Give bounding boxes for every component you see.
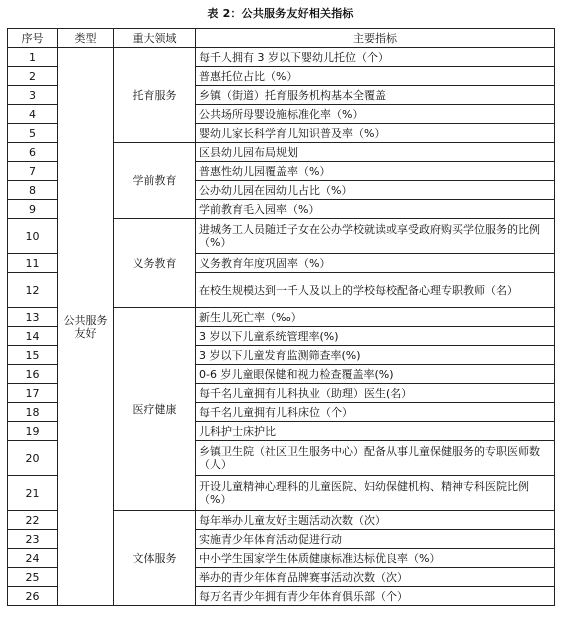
row-number: 6 (8, 143, 58, 162)
row-number: 23 (8, 530, 58, 549)
indicator-cell: 每千人拥有 3 岁以下婴幼儿托位（个） (196, 48, 555, 67)
indicator-cell: 乡镇卫生院（社区卫生服务中心）配备从事儿童保健服务的专职医师数（人） (196, 441, 555, 476)
indicator-cell: 普惠性幼儿园覆盖率（%） (196, 162, 555, 181)
indicator-cell: 乡镇（街道）托育服务机构基本全覆盖 (196, 86, 555, 105)
indicator-cell: 开设儿童精神心理科的儿童医院、妇幼保健机构、精神专科医院比例（%） (196, 476, 555, 511)
indicator-table (7, 28, 555, 606)
indicator-cell: 实施青少年体育活动促进行动 (196, 530, 555, 549)
row-number: 19 (8, 422, 58, 441)
row-number: 11 (8, 254, 58, 273)
row-number: 15 (8, 346, 58, 365)
indicator-cell: 每万名青少年拥有青少年体育俱乐部（个） (196, 587, 555, 606)
indicator-cell: 儿科护士床护比 (196, 422, 555, 441)
domain-cell: 义务教育 (114, 219, 196, 308)
domain-cell: 医疗健康 (114, 308, 196, 511)
row-number: 3 (8, 86, 58, 105)
indicator-cell: 公办幼儿园在园幼儿占比（%） (196, 181, 555, 200)
row-number: 1 (8, 48, 58, 67)
row-number: 8 (8, 181, 58, 200)
indicator-cell: 新生儿死亡率（‰） (196, 308, 555, 327)
header-seq: 序号 (8, 29, 58, 48)
indicator-cell: 每千名儿童拥有儿科床位（个） (196, 403, 555, 422)
row-number: 7 (8, 162, 58, 181)
header-row (8, 29, 555, 48)
indicator-cell: 每千名儿童拥有儿科执业（助理）医生(名） (196, 384, 555, 403)
table-row (8, 48, 555, 67)
header-type: 类型 (58, 29, 114, 48)
row-number: 16 (8, 365, 58, 384)
row-number: 24 (8, 549, 58, 568)
row-number: 21 (8, 476, 58, 511)
row-number: 10 (8, 219, 58, 254)
row-number: 9 (8, 200, 58, 219)
indicator-cell: 中小学生国家学生体质健康标准达标优良率（%） (196, 549, 555, 568)
row-number: 5 (8, 124, 58, 143)
indicator-cell: 每年举办儿童友好主题活动次数（次） (196, 511, 555, 530)
row-number: 22 (8, 511, 58, 530)
indicator-cell: 区县幼儿园布局规划 (196, 143, 555, 162)
header-indicator: 主要指标 (196, 29, 555, 48)
indicator-cell: 义务教育年度巩固率（%） (196, 254, 555, 273)
row-number: 20 (8, 441, 58, 476)
indicator-cell: 学前教育毛入园率（%） (196, 200, 555, 219)
domain-cell: 托育服务 (114, 48, 196, 143)
indicator-cell: 普惠托位占比（%） (196, 67, 555, 86)
indicator-cell: 进城务工人员随迁子女在公办学校就读或享受政府购买学位服务的比例（%） (196, 219, 555, 254)
indicator-cell: 0-6 岁儿童眼保健和视力检查覆盖率(%) (196, 365, 555, 384)
row-number: 14 (8, 327, 58, 346)
indicator-cell: 举办的青少年体育品牌赛事活动次数（次） (196, 568, 555, 587)
row-number: 18 (8, 403, 58, 422)
indicator-cell: 公共场所母婴设施标准化率（%） (196, 105, 555, 124)
row-number: 17 (8, 384, 58, 403)
row-number: 2 (8, 67, 58, 86)
domain-cell: 文体服务 (114, 511, 196, 606)
indicator-cell: 3 岁以下儿童系统管理率(%) (196, 327, 555, 346)
table-caption: 表 2：公共服务友好相关指标 (207, 7, 354, 20)
indicator-cell: 3 岁以下儿童发育监测筛查率(%) (196, 346, 555, 365)
row-number: 26 (8, 587, 58, 606)
indicator-cell: 婴幼儿家长科学育儿知识普及率（%） (196, 124, 555, 143)
domain-cell: 学前教育 (114, 143, 196, 219)
indicator-cell: 在校生规模达到一千人及以上的学校每校配备心理专职教师（名） (196, 273, 555, 308)
row-number: 25 (8, 568, 58, 587)
row-number: 13 (8, 308, 58, 327)
type-cell: 公共服务友好 (58, 48, 114, 606)
row-number: 12 (8, 273, 58, 308)
row-number: 4 (8, 105, 58, 124)
header-domain: 重大领域 (114, 29, 196, 48)
